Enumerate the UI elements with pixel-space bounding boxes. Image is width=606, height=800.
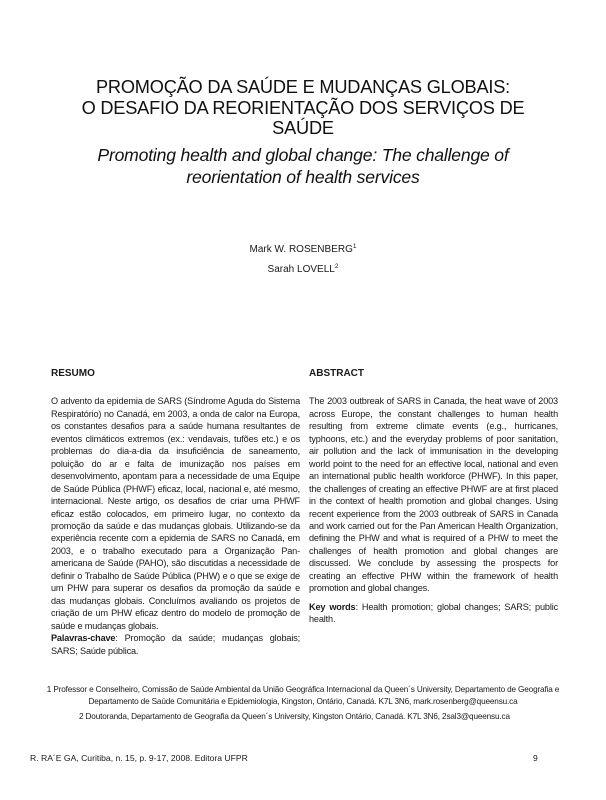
title-line: O DESAFIO DA REORIENTAÇÃO DOS SERVIÇOS DE bbox=[81, 97, 525, 118]
resumo-keywords bbox=[51, 632, 300, 657]
resumo-body: O advento da epidemia de SARS (Síndrome Aguda do Sistema Respiratório) no Canadá, em 2003, a onda de calor na Europa, os constantes desafios para a saúde humana resultantes de eventos climáticos extremos (ex.: vendavais, tufões etc.) e os problemas do dia-a-dia da insuficiência de saneamento, poluição do ar e falta de imunização nos países em desenvolvimento, apontam para a necessidade de uma Equipe de Saúde Pública (PHWF) eficaz, local, nacional e, até mesmo, internacional. Neste artigo, os desafios de criar uma PHWF eficaz estão colocados, em primeiro lugar, no contexto da promoção da saúde e das mudanças globais. Utilizando-se da experiência recente com a epidemia de SARS no Canadá, em 2003, e o trabalho executado para a Organização Pan-americana de Saúde (PAHO), são discutidas a necessidade de definir o Trabalho de Saúde Pública (PHW) e o que se exige de um PHW para superar os desafios da promoção da saúde e das mudanças globais. Concluímos avaliando os projetos de criação de um PHW eficaz dentro do modelo de promoção de saúde e mudanças globais. bbox=[51, 396, 300, 631]
page-number: 9 bbox=[533, 753, 538, 763]
authors-block bbox=[0, 238, 606, 278]
author-footnote-marker: 2 bbox=[334, 263, 339, 270]
author-name: Sarah LOVELL bbox=[267, 264, 335, 275]
abstract-heading: ABSTRACT bbox=[309, 368, 364, 379]
subtitle-line: reorientation of health services bbox=[186, 167, 420, 187]
author bbox=[0, 238, 606, 258]
title-line: PROMOÇÃO DA SAÚDE E MUDANÇAS GLOBAIS: bbox=[95, 77, 511, 97]
keywords-label: Palavras-chave bbox=[51, 633, 116, 644]
author-name: Mark W. ROSENBERG bbox=[249, 244, 353, 255]
keywords-text: : Promoção da saúde; mudanças globais; SARS; Saúde pública. bbox=[51, 633, 300, 656]
footnote-1: 1 Professor e Conselheiro, Comissão de Saúde Ambiental da União Geográfica Internacional da Queen´s University, Departamento de Geografia e Departamento de Saúde Comunitária e Epidemiologia, Kingston, Ontário, Canadá. K7L 3N6, mark.rosenberg@queensu.ca bbox=[46, 685, 560, 707]
resumo-heading: RESUMO bbox=[51, 368, 95, 379]
title-english bbox=[40, 144, 566, 188]
title-line: SAÚDE bbox=[272, 118, 334, 138]
journal-citation: R. RA´E GA, Curitiba, n. 15, p. 9-17, 2008. Editora UFPR bbox=[30, 753, 248, 763]
abstract-body: The 2003 outbreak of SARS in Canada, the heat wave of 2003 across Europe, the constant challenges to human health resulting from extreme climate events (e.g., hurricanes, typhoons, etc.) and the everyday problems of poor sanitation, air pollution and the lack of immunisation in the developing world point to the need for an effective local, national and even an international public health workforce (PHWF). In this paper, the challenges of creating an effective PHWF are at first placed in the context of health promotion and global changes. Using recent experience from the 2003 outbreak of SARS in Canada and work carried out for the Pan American Health Organization, defining the PHW and what is required of a PHW to meet the challenges of health promotion and global changes are discussed. We conclude by assessing the prospects for creating an effective PHW within the framework of health promotion and global changes. bbox=[309, 396, 558, 594]
author bbox=[0, 258, 606, 278]
author-footnote-marker: 1 bbox=[352, 243, 357, 250]
subtitle-line: Promoting health and global change: The challenge of bbox=[97, 145, 509, 165]
keywords-text: : Health promotion; global changes; SARS; public health. bbox=[309, 601, 559, 625]
abstract-column bbox=[309, 368, 558, 626]
resumo-column bbox=[51, 368, 300, 657]
footnotes bbox=[40, 684, 566, 723]
keywords-label: Key words bbox=[309, 601, 356, 612]
title-portuguese bbox=[40, 77, 566, 139]
footnote-2: 2 Doutoranda, Departamento de Geografia da Queen´s University, Kingston Ontário, Canadá. K7L 3N6, 2sal3@queensu.ca bbox=[79, 711, 510, 721]
abstract-keywords bbox=[309, 601, 558, 626]
